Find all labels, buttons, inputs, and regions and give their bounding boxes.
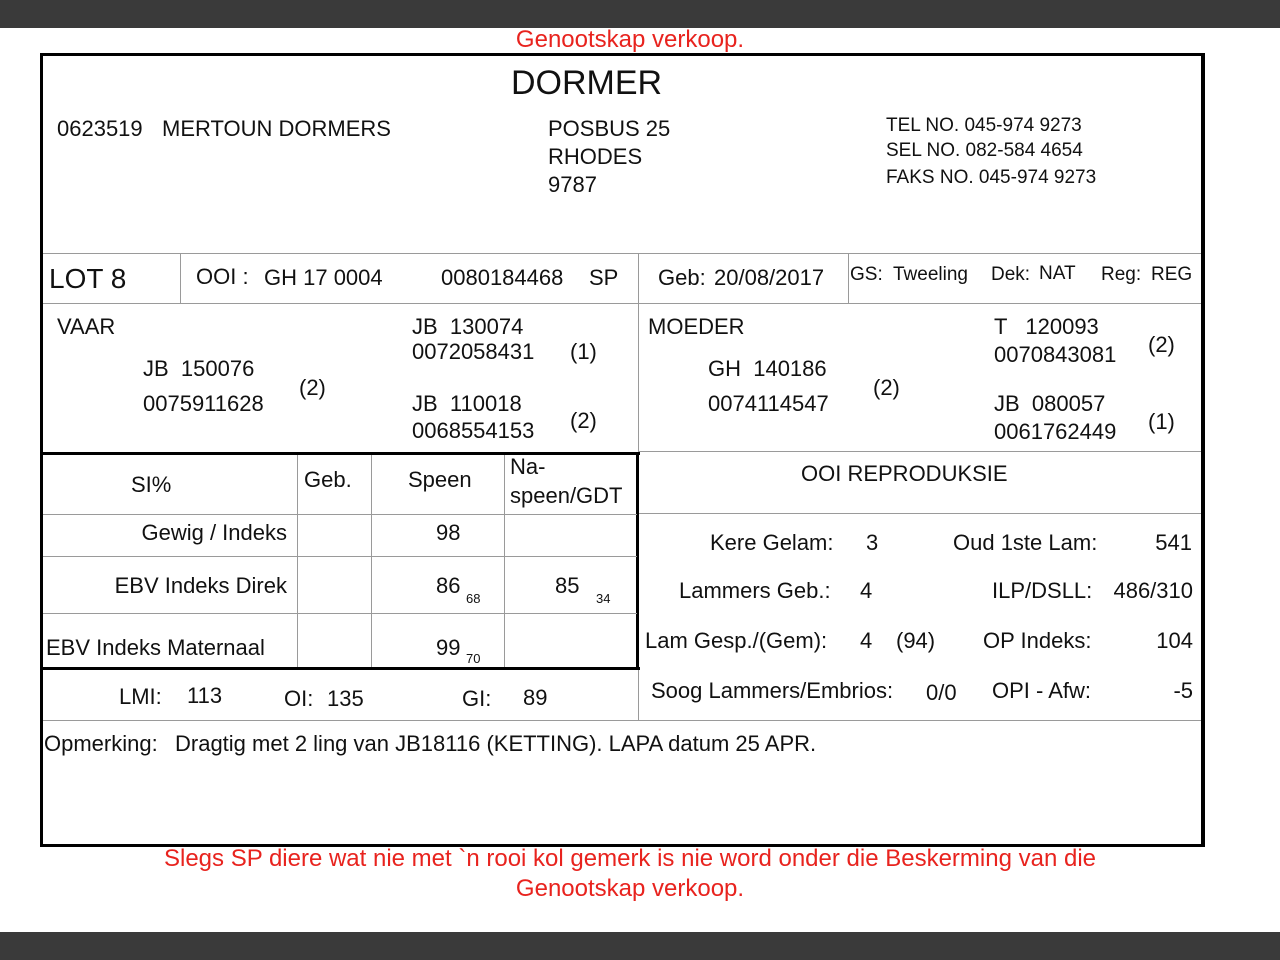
footer-notice-line-1: Slegs SP diere wat nie met `n rooi kol gemerk is nie word onder die Beskerming van die xyxy=(163,845,1096,872)
lammers-label: Lammers Geb.: xyxy=(679,578,831,603)
moeder-id: GH 140186 xyxy=(708,356,827,381)
moeder-label: MOEDER xyxy=(648,314,745,339)
top-dark-bar xyxy=(0,0,1280,28)
tel-number: TEL NO. 045-974 9273 xyxy=(886,115,1082,136)
breed-title: DORMER xyxy=(511,64,663,102)
divider-pedigree-bottom-right xyxy=(638,451,1201,452)
si-table-bottom xyxy=(43,667,640,670)
vaar-note: (2) xyxy=(299,375,326,400)
vaar-sire-number: 0072058431 xyxy=(412,339,535,364)
moeder-dam-note: (1) xyxy=(1148,409,1175,434)
oud-label: Oud 1ste Lam: xyxy=(953,530,1098,555)
geb-label: Geb: xyxy=(658,265,706,290)
address-line-3: 9787 xyxy=(548,172,597,197)
moeder-dam-id: JB 080057 xyxy=(994,391,1106,416)
soog-value: 0/0 xyxy=(926,680,957,705)
row-gewig-label: Gewig / Indeks xyxy=(141,520,287,545)
ooi-label: OOI : xyxy=(196,264,249,289)
naspeen-header-line-1: Na- xyxy=(510,454,546,479)
opi-label: OPI - Afw: xyxy=(992,678,1092,703)
si-row-line-1 xyxy=(43,514,637,515)
oi-value: 135 xyxy=(327,686,364,711)
repro-title: OOI REPRODUKSIE xyxy=(801,461,1008,486)
header-notice: Genootskap verkoop. xyxy=(515,26,745,53)
oi-label: OI: xyxy=(284,686,314,711)
ooi-reg-number: 0080184468 xyxy=(441,265,564,290)
si-col-line-3 xyxy=(504,455,505,667)
ilp-value: 486/310 xyxy=(1113,578,1193,603)
row-direk-naspeen: 85 xyxy=(555,573,580,598)
faks-number: FAKS NO. 045-974 9273 xyxy=(886,167,1097,188)
geb-header-label: Geb. xyxy=(304,467,352,492)
vaar-dam-id: JB 110018 xyxy=(412,391,522,416)
moeder-sire-number: 0070843081 xyxy=(994,342,1117,367)
row-direk-naspeen-sub: 34 xyxy=(596,591,611,606)
si-row-line-2 xyxy=(43,556,637,557)
vaar-sire-id: JB 130074 xyxy=(412,314,524,339)
row-gewig-speen: 98 xyxy=(436,520,461,545)
lot-label: LOT 8 xyxy=(49,263,127,294)
address-line-1: POSBUS 25 xyxy=(548,116,671,141)
reg-label: Reg: xyxy=(1101,264,1142,285)
dek-label: Dek: xyxy=(991,264,1031,285)
gs-value: Tweeling xyxy=(893,264,968,285)
op-value: 104 xyxy=(1156,628,1193,653)
divider-lot-bottom xyxy=(43,303,1201,304)
breeder-name: MERTOUN DORMERS xyxy=(162,116,391,141)
row-direk-speen: 86 xyxy=(436,573,461,598)
op-label: OP Indeks: xyxy=(983,628,1092,653)
row-maternaal-speen-sub: 70 xyxy=(466,651,481,666)
lamgesp-label: Lam Gesp./(Gem): xyxy=(645,628,828,653)
gs-label: GS: xyxy=(850,264,883,285)
lmi-value: 113 xyxy=(187,683,223,708)
divider-lot-top xyxy=(43,253,1201,254)
card-frame-right xyxy=(1201,53,1205,847)
address-line-2: RHODES xyxy=(548,144,643,169)
moeder-sire-id: T 120093 xyxy=(994,314,1099,339)
vaar-sire-note: (1) xyxy=(570,339,597,364)
divider-repro-title xyxy=(638,513,1201,514)
soog-label: Soog Lammers/Embrios: xyxy=(651,678,894,703)
card-frame-top xyxy=(42,53,1204,56)
kere-label: Kere Gelam: xyxy=(710,530,834,555)
dek-value: NAT xyxy=(1039,263,1076,284)
moeder-note: (2) xyxy=(873,375,900,400)
footer-notice-line-2: Genootskap verkoop. xyxy=(515,875,745,902)
opi-value: -5 xyxy=(1173,678,1193,703)
sel-number: SEL NO. 082-584 4654 xyxy=(886,140,1083,161)
geb-date: 20/08/2017 xyxy=(714,265,825,290)
row-direk-speen-sub: 68 xyxy=(466,591,481,606)
lamgesp-value: 4 xyxy=(860,628,873,653)
si-col-line-1 xyxy=(297,455,298,667)
row-maternaal-speen: 99 xyxy=(436,635,461,660)
vaar-dam-note: (2) xyxy=(570,408,597,433)
ooi-grade: SP xyxy=(589,265,619,290)
kere-value: 3 xyxy=(866,530,879,555)
opmerking-text: Dragtig met 2 ling van JB18116 (KETTING). LAPA datum 25 APR. xyxy=(175,731,817,756)
si-header-label: SI% xyxy=(131,472,172,497)
vaar-label: VAAR xyxy=(57,314,116,339)
si-col-line-2 xyxy=(371,455,372,667)
speen-header-label: Speen xyxy=(408,467,472,492)
opmerking-label: Opmerking: xyxy=(44,731,158,756)
vaar-number: 0075911628 xyxy=(143,391,264,416)
divider-opmerking xyxy=(43,720,1201,721)
lmi-label: LMI: xyxy=(119,684,162,709)
moeder-sire-note: (2) xyxy=(1148,332,1175,357)
ooi-id: GH 17 0004 xyxy=(264,265,383,290)
gi-value: 89 xyxy=(523,685,548,710)
si-table-top xyxy=(43,452,640,455)
row-direk-label: EBV Indeks Direk xyxy=(114,573,287,598)
vaar-id: JB 150076 xyxy=(143,356,255,381)
row-maternaal-label: EBV Indeks Maternaal xyxy=(46,635,265,660)
lammers-value: 4 xyxy=(860,578,873,603)
card-frame-left xyxy=(40,53,43,847)
oud-value: 541 xyxy=(1155,530,1192,555)
divider-lot-col1 xyxy=(180,253,181,303)
gi-label: GI: xyxy=(462,686,492,711)
bottom-dark-bar xyxy=(0,932,1280,960)
moeder-number: 0074114547 xyxy=(708,391,829,416)
lamgesp-gem: (94) xyxy=(896,628,936,653)
ilp-label: ILP/DSLL: xyxy=(992,578,1093,603)
moeder-dam-number: 0061762449 xyxy=(994,419,1117,444)
divider-lot-col3 xyxy=(848,253,849,303)
si-row-line-3 xyxy=(43,613,637,614)
breeder-number: 0623519 xyxy=(57,116,143,141)
vaar-dam-number: 0068554153 xyxy=(412,418,535,443)
reg-value: REG xyxy=(1151,264,1193,285)
naspeen-header-line-2: speen/GDT xyxy=(510,483,623,508)
si-table-right xyxy=(636,452,639,670)
